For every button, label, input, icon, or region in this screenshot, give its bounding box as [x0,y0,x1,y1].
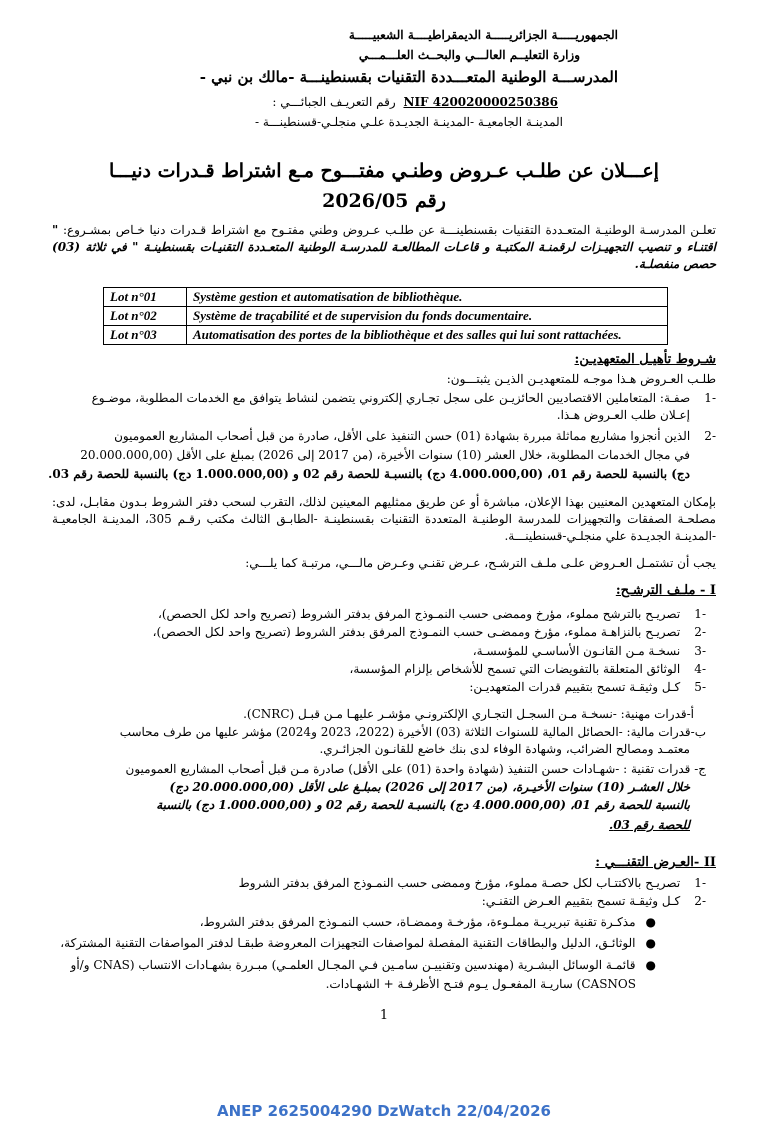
item-number: -1 [694,876,706,890]
item-number: -2 [694,894,706,908]
technical-doc-bullet [71,957,656,974]
bullet-icon: ● [645,915,656,929]
capacity-financial-cont: معتمـد ومصالح الضرائب، وشهادة الوفاء لدى بنك خاضع للقانـون الجزائـري. [319,742,690,756]
bullet-icon: ● [645,958,656,972]
section-2-heading: II -العـرض التقنـــي : [595,855,716,870]
eligibility-item-1-cont: إعـلان طلب العـروض هـذا. [556,408,690,422]
school-name: المدرســـة الوطنية المتعـــددة التقنيات بقسنطينـــة -مالك بن نبي - [199,68,618,86]
technical-doc-bullet [326,976,636,993]
project-title: " اقتنـاء و تنصيب التجهيـزات لرقمنـة المكتبـة و قاعـات المطالعـة للمدرسـة الوطنية المتعـددة التقنيـات بقسنطينـة " في ثلاثة (03) حصص منفصلـة. [52,223,716,271]
lot-row [104,288,668,307]
eligibility-item-2-cont: في مجال الخدمات المطلوبة، خلال العشر (10) سنوات الأخيرة، (من 2017 إلى 2026) بمبلغ على الأقل (20.000.000,00 [80,448,690,462]
item-number: -3 [694,644,706,658]
item-number: -1 [694,607,706,621]
intro-paragraph [52,222,716,273]
announcement-number: رقم 2026/05 [322,190,446,212]
eligibility-heading: شـروط تأهيـل المتعهديـن: [574,352,716,367]
page-number: 1 [379,1008,389,1023]
bullet-text: CASNOS) ساريـة المفعـول يـوم فتـح الأظرفـة + الشهـادات. [325,977,636,991]
bullet-text: مذكـرة تقنية تبريريـة مملـوءة، مؤرخـة وممضـاة، حسب النمـوذج المرفق بدفتر الشروط، [199,915,636,929]
bullet-text: قائمـة الوسائل البشـرية (مهندسين وتقنييـن سامـين فـي المجـال العلمـي) مبـررة بشهـادات الانتساب (CNAS و/أو [70,958,636,972]
section-1-heading: I - ملـف الترشـح: [615,583,716,598]
lot-number: Lot n°01 [104,288,187,307]
technical-offer-item [239,875,706,892]
intro-text: تعلـن المدرسـة الوطنيـة المتعـددة التقنيات بقسنطينـــة عن طلـب عـروض وطني مفتـوح مع اشتراط قـدرات دنيا خـاص بمشـروع: [62,223,716,237]
capacity-technical-cont2: بالنسبة للحصة رقم 01، (4.000.000,00 دج) بالنسبـة للحصة رقم 02 و (1.000.000,00 دج) بالنسبة [156,798,690,812]
lots-table [103,287,668,345]
ministry-line: وزارة التعليــم العالـــي والبحــث العلـــمـــي [358,48,580,62]
technical-offer-item [482,893,706,910]
eligibility-item-1 [92,390,716,407]
nif-label: رقم التعريـف الجبائـــي : [272,95,396,109]
item-text: كـل وثيقـة تسمح بتقييم قدرات المتعهديـن: [469,680,681,694]
publication-footer: ANEP 2625004290 DzWatch 22/04/2026 [217,1102,551,1120]
item-text: نسخـة مـن القانـون الأساسـي للمؤسسـة، [472,644,681,658]
nif-line [272,95,558,109]
candidacy-item [153,624,706,641]
item-text: تصريـح بالاكتتـاب لكل حصـة مملوء، مؤرخ وممضى حسب النمـوذج المرفق بدفتر الشروط [238,876,681,890]
lot-description: Système gestion et automatisation de bibliothèque. [187,288,668,307]
item-number: -4 [694,662,706,676]
item-number: -2 [704,429,716,443]
withdraw-paragraph: بإمكان المتعهدين المعنيين بهذا الإعلان، مباشرة أو عن طريق ممثليهم المعينين لذلك، التقرب لسحب دفتر الشروط بـدون مقابـل، لدى: مصلحـة الصفقات والتجهيزات للمدرسة الوطنيـة المتعددة التقنيات بقسنطينـة -الطابـق الثالث مكتب رقـم 305، المدينـة الجامعيـة -المدينـة الجديـدة علي منجلـي-قسنطينـــة. [52,495,716,543]
technical-doc-bullet [60,935,656,952]
bullet-text: الوثائـق، الدليل والبطاقات التقنية المفصلة لمواصفات التجهيزات المعروضة طبقـا لدفتر المواصفات التقنية المشتركة، [60,936,636,950]
candidacy-item [158,606,706,623]
candidacy-item [473,643,706,660]
technical-doc-bullet [200,914,656,931]
announcement-title: إعـــلان عن طلـب عـروض وطنـي مفتـــوح مـع اشتراط قـدرات دنيـــا [109,160,659,182]
eligibility-item-2-cont2: دج) بالنسبة للحصة رقم 01، (4.000.000,00 دج) بالنسبـة للحصة رقم 02 و (1.000.000,00 دج) بالنسبة للحصة رقم 03. [48,467,690,481]
lot-description: Automatisation des portes de la bibliothèque et des salles qui lui sont rattachées. [187,326,668,345]
eligibility-item-2 [114,428,716,445]
item-text: صفـة: المتعاملين الاقتصاديين الحائزيـن على سجل تجـاري إلكتروني يتضمن لنشاط يتوافق مع الخدمات المطلوبة، موضـوع [91,391,691,405]
capacity-technical: ج- قدرات تقنية : -شهـادات حسن التنفيذ (شهادة واحدة (01) على الأقل) صادرة مـن قبل أصحاب المشاريع العموميون [125,762,706,776]
item-text: تصريـح بالترشح مملوء، مؤرخ وممضى حسب النمـوذج المرفق بدفتر الشروط (تصريح واحد لكل الحصص)، [158,607,681,621]
eligibility-lead: طلـب العـروض هـذا موجـه للمتعهديـن الذيـن يثبتـــون: [446,372,716,386]
lot-number: Lot n°02 [104,307,187,326]
item-text: تصريـح بالنزاهـة مملوء، مؤرخ وممضـى حسب النمـوذج المرفق بدفتر الشروط (تصريح واحد لكل الحصص)، [152,625,681,639]
capacity-technical-cont1: خلال العشـر (10) سنوات الأخيـرة، (من 2017 إلى 2026) بمبلـغ على الأقل (20.000.000,00 دج) [169,780,690,794]
capacity-professional: أ-قدرات مهنية: -نسخـة مـن السجـل التجـاري الإلكترونـي مؤشـر عليهـا مـن قبـل (CNRC). [243,707,694,721]
candidacy-item [469,679,706,696]
lot-number: Lot n°03 [104,326,187,345]
item-text: كـل وثيقـة تسمح بتقييم العـرض التقنـي: [481,894,681,908]
republic-line: الجمهوريـــــة الجزائريـــــة الديمقراطيــــة الشعبيـــــة [348,28,618,42]
capacity-financial: ب-قدرات مالية: -الحصائل المالية للسنوات الثلاثة (03) الأخيرة (2022، 2023 و2024) مؤشر عليها من طرف محاسب [119,725,706,739]
address-line: المدينـة الجامعيـة -المدينـة الجديـدة علـي منجلـي-قسنطينـــة - [254,115,563,129]
item-text: الذين أنجزوا مشاريع مماثلة مبررة بشهادة (01) حسن التنفيذ على الأقل، صادرة من قبل أصحاب المشاريع العموميون [114,429,691,443]
bullet-icon: ● [645,936,656,950]
item-text: الوثائق المتعلقة بالتفويضات التي تسمح للأشخاص بإلزام المؤسسة، [349,662,681,676]
lot-row [104,326,668,345]
item-number: -5 [694,680,706,694]
offers-lead: يجب أن تشتمـل العـروض علـى ملـف الترشـح، عـرض تقنـي وعـرض مالـــي، مرتبـة كما يلـــي: [245,556,716,570]
lot-row [104,307,668,326]
nif-value: NIF 420020000250386 [403,95,558,109]
capacity-technical-cont3: للحصة رقم 03. [609,818,690,832]
lot-description: Système de traçabilité et de supervision du fonds documentaire. [187,307,668,326]
candidacy-item [350,661,706,678]
item-number: -2 [694,625,706,639]
item-number: -1 [704,391,716,405]
